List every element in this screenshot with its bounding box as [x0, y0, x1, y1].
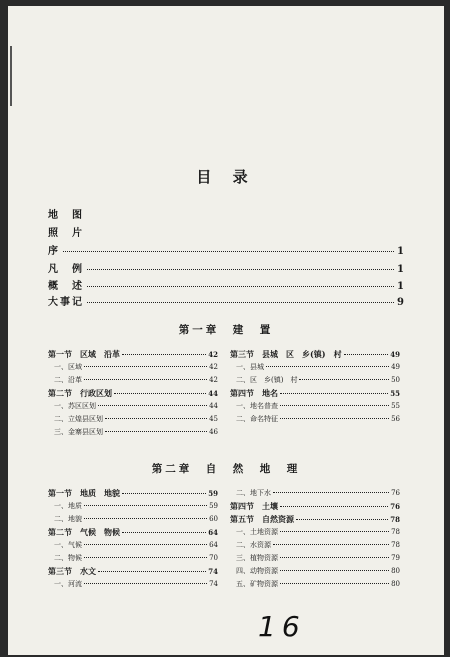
- chapter-1-right-column: [230, 349, 400, 427]
- toc-entry: 二、物候 70: [54, 554, 218, 562]
- front-item: 照 片: [48, 228, 84, 239]
- front-item: 地 图: [48, 210, 84, 221]
- dot-leader: [87, 286, 394, 287]
- toc-entry: 第一节 地质 地貌 59: [48, 488, 218, 498]
- document-page: [8, 6, 444, 655]
- dot-leader: [87, 269, 394, 270]
- front-item: 大事记 9: [48, 297, 404, 308]
- toc-entry: 二、水资源 78: [236, 541, 400, 549]
- handwritten-page-number: 16: [258, 610, 306, 643]
- toc-entry: 一、区域 42: [54, 363, 218, 371]
- front-item: 序 1: [48, 246, 404, 257]
- toc-entry: 第二节 行政区划 44: [48, 388, 218, 398]
- chapter-1-left-column: [48, 349, 218, 440]
- chapter-2-left-column: [48, 488, 218, 592]
- chapter-2-right-column: [230, 488, 400, 592]
- front-item: 概 述 1: [48, 281, 404, 292]
- page-title: 目 录: [196, 168, 256, 186]
- toc-entry: 三、植物资源 79: [236, 554, 400, 562]
- toc-entry: 五、矿物资源 80: [236, 580, 400, 588]
- scan-edge-mark: [10, 46, 12, 106]
- toc-entry: 一、县城 49: [236, 363, 400, 371]
- toc-entry: 第三节 县城 区 乡(镇) 村 49: [230, 349, 400, 359]
- chapter-2-title: 第二章 自 然 地 理: [151, 463, 301, 475]
- toc-entry: 第五节 自然资源 78: [230, 514, 400, 524]
- chapter-1-title: 第一章 建 置: [178, 324, 274, 336]
- toc-entry: 二、立煌县区划 45: [54, 415, 218, 423]
- toc-entry: 二、沿革 42: [54, 376, 218, 384]
- toc-entry: 第二节 气候 物候 64: [48, 527, 218, 537]
- toc-entry: 第四节 土壤 76: [230, 501, 400, 511]
- toc-entry: 二、地下水 76: [236, 489, 400, 497]
- toc-entry: 一、气候 64: [54, 541, 218, 549]
- toc-entry: 一、河流 74: [54, 580, 218, 588]
- toc-entry: 一、土地资源 78: [236, 528, 400, 536]
- dot-leader: [87, 302, 394, 303]
- toc-entry: 一、地质 59: [54, 502, 218, 510]
- toc-entry: 二、命名特征 56: [236, 415, 400, 423]
- toc-entry: 第三节 水文 74: [48, 566, 218, 576]
- toc-entry: 一、苏区区划 44: [54, 402, 218, 410]
- toc-entry: 二、地貌 60: [54, 515, 218, 523]
- dot-leader: [63, 251, 394, 252]
- toc-entry: 一、地名普查 55: [236, 402, 400, 410]
- toc-entry: 第一节 区域 沿革 42: [48, 349, 218, 359]
- toc-entry: 第四节 地名 55: [230, 388, 400, 398]
- toc-entry: 三、金寨县区划 46: [54, 428, 218, 436]
- toc-entry: 二、区 乡(镇) 村 50: [236, 376, 400, 384]
- toc-entry: 四、动物资源 80: [236, 567, 400, 575]
- front-item: 凡 例 1: [48, 264, 404, 275]
